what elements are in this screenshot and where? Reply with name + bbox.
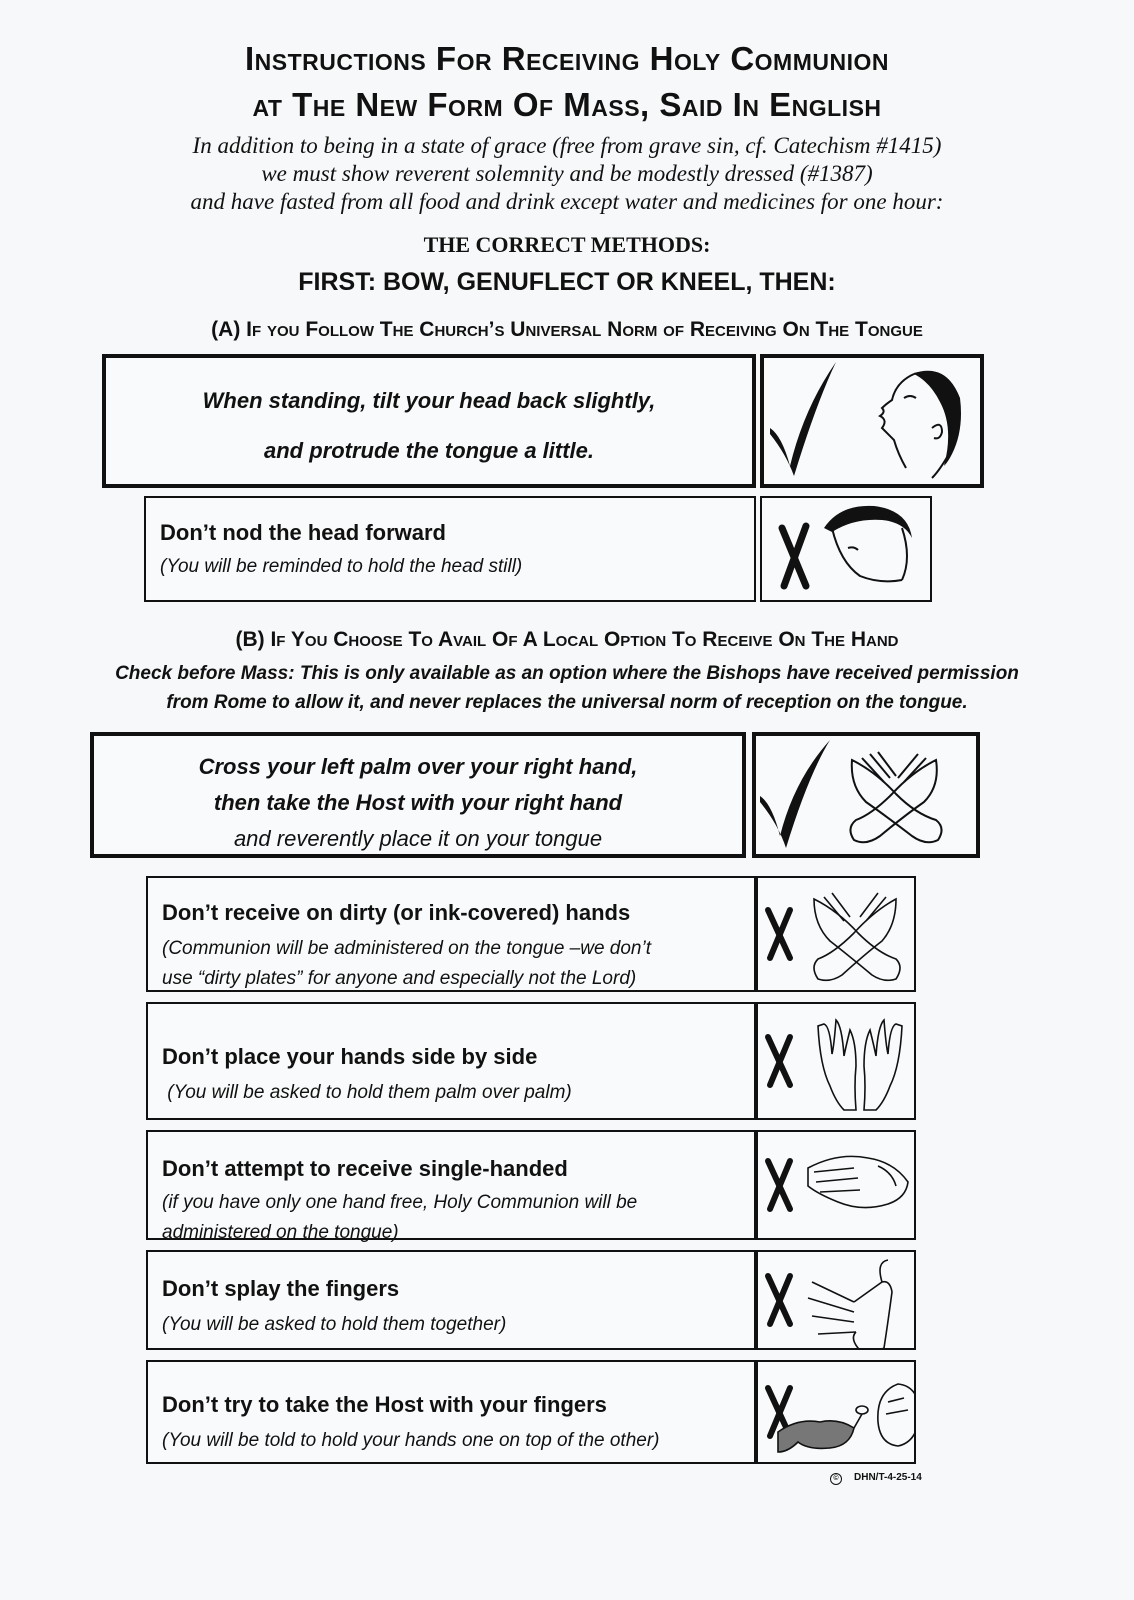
dont-row-subtitle: (Communion will be administered on the tongue –we don’t	[162, 938, 651, 959]
dont-row-subtitle: (You will be asked to hold them together)	[162, 1314, 507, 1335]
head-nodding-icon	[832, 528, 907, 581]
x-mark-icon	[768, 910, 790, 958]
hands-icon	[814, 893, 900, 980]
hand-correct-box	[90, 732, 746, 858]
page-title-line2: at The New Form Of Mass, Said In English	[252, 86, 882, 123]
intro-line3: and have fasted from all food and drink except water and medicines for one hour:	[190, 189, 944, 214]
dont-row-illustration	[758, 1004, 914, 1118]
tongue-correct-line2: and protrude the tongue a little.	[264, 438, 594, 463]
tongue-correct-line1: When standing, tilt your head back slightly,	[202, 388, 656, 413]
dont-nod-box	[144, 496, 756, 602]
dont-row-illustration	[758, 878, 914, 990]
dont-row-illustration	[758, 1132, 914, 1238]
hands-icon	[818, 1020, 902, 1110]
dont-row-image-box	[756, 876, 916, 992]
dont-row	[146, 1250, 756, 1350]
copyright-icon: ©	[830, 1473, 842, 1485]
dont-row	[146, 1002, 756, 1120]
first-step-heading: FIRST: BOW, GENUFLECT OR KNEEL, THEN:	[298, 268, 836, 296]
intro-line2: we must show reverent solemnity and be modestly dressed (#1387)	[261, 161, 873, 186]
hand-correct-line1: Cross your left palm over your right hand,	[198, 754, 638, 779]
section-b-heading: (B) If You Choose To Avail Of A Local Option To Receive On The Hand	[235, 628, 899, 651]
footer-code-text: DHN/T-4-25-14	[854, 1472, 922, 1483]
section-b-note-line2: from Rome to allow it, and never replaces the universal norm of reception on the tongue.	[166, 692, 968, 713]
footer-code	[830, 1472, 922, 1485]
x-mark-icon	[768, 1161, 790, 1209]
intro-line1: In addition to being in a state of grace (free from grave sin, cf. Catechism #1415)	[192, 133, 942, 158]
x-mark-icon	[782, 526, 806, 586]
section-b-note	[60, 659, 1074, 717]
dont-row	[146, 876, 756, 992]
hand-correct-line3: and reverently place it on your tongue	[233, 826, 603, 851]
dont-row-title: Don’t try to take the Host with your fingers	[162, 1392, 607, 1417]
tongue-correct-illustration	[764, 358, 980, 484]
x-mark-icon	[768, 1276, 790, 1324]
dont-row-title: Don’t attempt to receive single-handed	[162, 1156, 568, 1181]
dont-row	[146, 1130, 756, 1243]
dont-row-image-box	[756, 1002, 916, 1120]
dont-row	[146, 1360, 756, 1464]
correct-methods-heading: THE CORRECT METHODS:	[423, 232, 711, 257]
dont-row-image-box	[756, 1360, 916, 1464]
hand-correct-illustration	[756, 736, 976, 854]
dont-row-title: Don’t receive on dirty (or ink-covered) hands	[162, 900, 631, 925]
checkmark-icon	[760, 740, 830, 848]
dont-row-subtitle-2: administered on the tongue)	[162, 1222, 399, 1243]
dont-row-subtitle: (You will be told to hold your hands one on top of the other)	[162, 1430, 660, 1451]
dont-row-image-box	[756, 1130, 916, 1240]
tongue-correct-box	[102, 354, 756, 488]
dont-row-title: Don’t splay the fingers	[162, 1276, 400, 1301]
dont-row-subtitle: (if you have only one hand free, Holy Communion will be	[162, 1192, 638, 1213]
hands-icon	[808, 1156, 908, 1207]
intro-text	[60, 132, 1074, 216]
page-title-line1: Instructions For Receiving Holy Communion	[244, 40, 889, 77]
dont-row-illustration	[758, 1362, 914, 1462]
section-a-heading: (A) If you Follow The Church’s Universal Norm of Receiving On The Tongue	[211, 318, 923, 341]
dont-row-image-box	[756, 1250, 916, 1350]
dont-nod-subtitle: (You will be reminded to hold the head still)	[160, 556, 523, 577]
crossed-palms-icon	[850, 752, 941, 842]
dont-row-subtitle: (You will be asked to hold them palm over palm)	[162, 1082, 572, 1103]
hand-correct-line2: then take the Host with your right hand	[213, 790, 623, 815]
hands-icon	[808, 1260, 892, 1348]
x-mark-icon	[768, 1037, 790, 1085]
dont-row-subtitle-2: use “dirty plates” for anyone and especially not the Lord)	[162, 968, 637, 989]
tongue-correct-image-box	[760, 354, 984, 488]
dont-row-illustration	[758, 1252, 914, 1348]
hands-icon	[778, 1384, 914, 1452]
checkmark-icon	[770, 362, 836, 476]
hand-correct-image-box	[752, 732, 980, 858]
dont-nod-illustration	[762, 498, 930, 600]
dont-row-title: Don’t place your hands side by side	[162, 1044, 538, 1069]
dont-nod-title: Don’t nod the head forward	[160, 520, 446, 545]
dont-nod-image-box	[760, 496, 932, 602]
section-b-note-line1: Check before Mass: This is only available as an option where the Bishops have received permission	[115, 663, 1019, 684]
